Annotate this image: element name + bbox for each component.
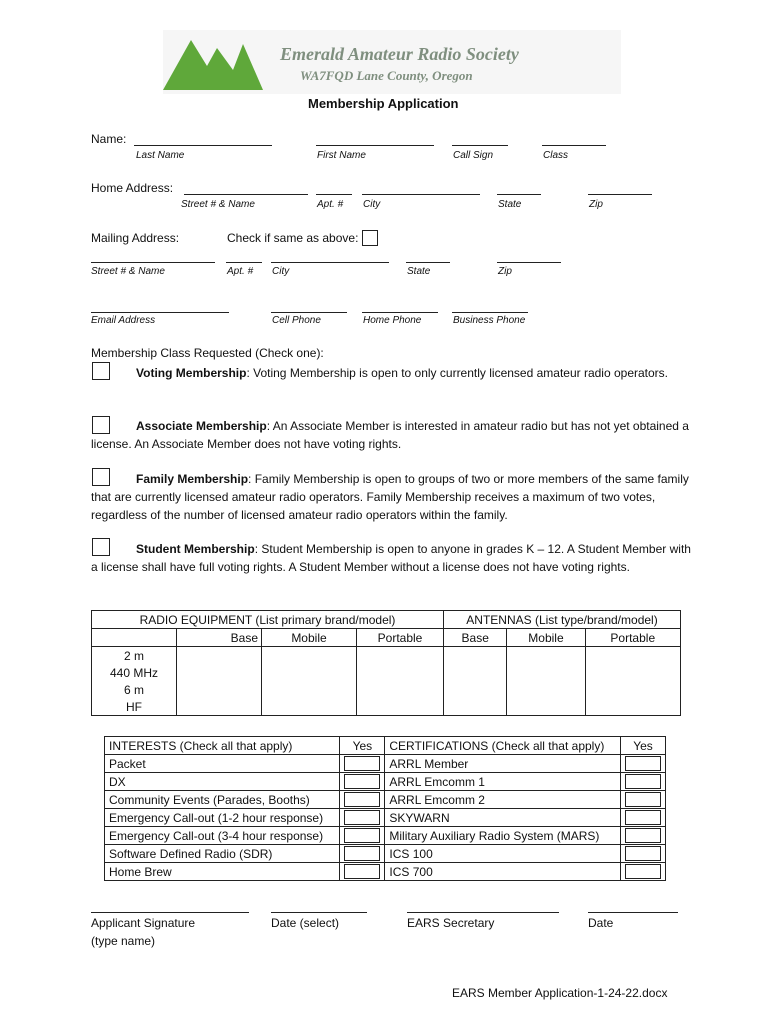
date-select-label: Date (select) — [271, 916, 340, 930]
home-street-caption: Street # & Name — [181, 199, 255, 210]
home-apt-caption: Apt. # — [317, 199, 344, 210]
voting-membership-text: Voting Membership: Voting Membership is open to only currently licensed amateur radio operators. — [136, 366, 669, 380]
mail-zip-caption: Zip — [498, 266, 512, 277]
secretary-signature-field[interactable] — [407, 912, 559, 913]
mail-street-field[interactable] — [91, 262, 215, 263]
home-state-field[interactable] — [497, 194, 541, 195]
business-phone-caption: Business Phone — [453, 315, 526, 326]
student-membership-text: Student Membership: Student Membership is open to anyone in grades K – 12. A Student Member with a license shall have full voting rights. A Student Member without a license does not have voting rights. — [91, 542, 691, 574]
secretary-label: EARS Secretary — [407, 916, 495, 930]
home-address-label: Home Address: — [91, 181, 174, 195]
date-select-field[interactable] — [271, 912, 367, 913]
date-label: Date — [588, 916, 614, 930]
mail-apt-field[interactable] — [226, 262, 262, 263]
home-phone-caption: Home Phone — [363, 315, 422, 326]
table-row: 440 MHz — [92, 664, 681, 681]
radio-equipment-header: RADIO EQUIPMENT (List primary brand/model) — [92, 611, 444, 629]
cert-checkbox[interactable] — [621, 809, 666, 827]
certifications-header: CERTIFICATIONS (Check all that apply) — [385, 737, 621, 755]
interest-checkbox[interactable] — [340, 809, 385, 827]
call-sign-caption: Call Sign — [453, 150, 494, 161]
org-name: Emerald Amateur Radio Society — [280, 44, 519, 64]
cell-phone-field[interactable] — [271, 312, 347, 313]
table-row: Software Defined Radio (SDR) ICS 100 — [105, 845, 666, 863]
mail-apt-caption: Apt. # — [227, 266, 254, 277]
table-row — [92, 611, 681, 629]
cert-checkbox[interactable] — [621, 791, 666, 809]
email-caption: Email Address — [91, 315, 156, 326]
applicant-signature-label: Applicant Signature — [91, 916, 196, 930]
interest-checkbox[interactable] — [340, 773, 385, 791]
email-field[interactable] — [91, 312, 229, 313]
mail-street-caption: Street # & Name — [91, 266, 165, 277]
table-row: Packet ARRL Member — [105, 755, 666, 773]
antennas-header: ANTENNAS (List type/brand/model) — [444, 611, 681, 629]
mail-state-field[interactable] — [406, 262, 450, 263]
interest-checkbox[interactable] — [340, 827, 385, 845]
name-label: Name: — [91, 132, 127, 146]
home-zip-field[interactable] — [588, 194, 652, 195]
interest-checkbox[interactable] — [340, 863, 385, 881]
mail-city-caption: City — [272, 266, 290, 277]
membership-heading: Membership Class Requested (Check one): — [91, 346, 324, 360]
home-state-caption: State — [498, 199, 522, 210]
first-name-caption: First Name — [317, 150, 366, 161]
table-row: Emergency Call-out (1-2 hour response) SKYWARN — [105, 809, 666, 827]
equipment-table — [91, 610, 681, 716]
applicant-signature-field[interactable] — [91, 912, 249, 913]
form-title: Membership Application — [308, 96, 459, 111]
cert-checkbox[interactable] — [621, 827, 666, 845]
mail-zip-field[interactable] — [497, 262, 561, 263]
cert-checkbox[interactable] — [621, 845, 666, 863]
table-row: 2 m — [92, 647, 681, 665]
cert-checkbox[interactable] — [621, 773, 666, 791]
cert-checkbox[interactable] — [621, 863, 666, 881]
home-apt-field[interactable] — [316, 194, 352, 195]
footer-filename: EARS Member Application-1-24-22.docx — [452, 986, 668, 1000]
table-row: HF — [92, 698, 681, 716]
cell-phone-caption: Cell Phone — [272, 315, 321, 326]
mail-state-caption: State — [407, 266, 431, 277]
table-row: Base Mobile Portable Base Mobile Portable — [92, 629, 681, 647]
home-city-caption: City — [363, 199, 381, 210]
table-row: Emergency Call-out (3-4 hour response) Military Auxiliary Radio System (MARS) — [105, 827, 666, 845]
interest-checkbox[interactable] — [340, 755, 385, 773]
first-name-field[interactable] — [316, 145, 434, 146]
associate-membership-text: Associate Membership: An Associate Member is interested in amateur radio but has not yet obtained a license. An Associate Member does not have voting rights. — [91, 419, 689, 451]
family-membership-text: Family Membership: Family Membership is open to groups of two or more members of the same family that are currently licensed amateur radio operators. Family Membership receives a maximum of two votes, regardless of the number of licensed amateur radio operators within the family. — [91, 472, 689, 522]
mail-city-field[interactable] — [271, 262, 389, 263]
table-row: 6 m — [92, 681, 681, 698]
mountain-logo-icon — [163, 30, 263, 92]
class-caption: Class — [543, 150, 569, 161]
home-city-field[interactable] — [362, 194, 480, 195]
table-row: Home Brew ICS 700 — [105, 863, 666, 881]
same-as-above-label: Check if same as above: — [227, 231, 359, 245]
date-field[interactable] — [588, 912, 678, 913]
same-as-above-checkbox[interactable] — [362, 230, 378, 246]
business-phone-field[interactable] — [452, 312, 528, 313]
home-phone-field[interactable] — [362, 312, 438, 313]
type-name-label: (type name) — [91, 934, 156, 948]
home-street-field[interactable] — [184, 194, 308, 195]
interests-certifications-table — [104, 736, 666, 881]
last-name-caption: Last Name — [136, 150, 185, 161]
class-field[interactable] — [542, 145, 606, 146]
table-row: INTERESTS (Check all that apply) Yes CERTIFICATIONS (Check all that apply) Yes — [105, 737, 666, 755]
home-zip-caption: Zip — [589, 199, 603, 210]
last-name-field[interactable] — [134, 145, 272, 146]
table-row: DX ARRL Emcomm 1 — [105, 773, 666, 791]
interest-checkbox[interactable] — [340, 791, 385, 809]
interest-checkbox[interactable] — [340, 845, 385, 863]
cert-checkbox[interactable] — [621, 755, 666, 773]
org-subtitle: WA7FQD Lane County, Oregon — [300, 68, 473, 83]
mailing-address-label: Mailing Address: — [91, 231, 180, 245]
interests-header: INTERESTS (Check all that apply) — [105, 737, 340, 755]
table-row: Community Events (Parades, Booths) ARRL Emcomm 2 — [105, 791, 666, 809]
call-sign-field[interactable] — [452, 145, 508, 146]
